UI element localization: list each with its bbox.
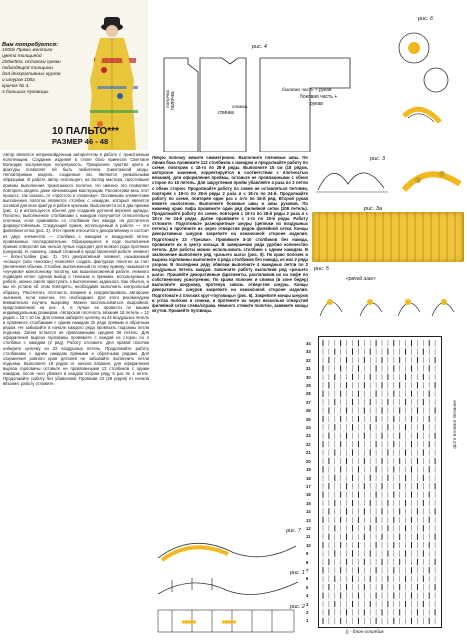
fig3-illustration <box>398 150 466 206</box>
chart-row-number: 12 <box>306 525 311 531</box>
bok-label: боковая часть + <box>300 94 338 100</box>
chart-row-number: 2 <box>306 610 309 615</box>
chart-row-number: 20 <box>306 458 311 464</box>
materials-line: 1000г Пряжи желтого <box>2 48 53 53</box>
polochka-text: полочка <box>166 90 171 108</box>
fig3-label: рис. 3 <box>370 156 385 162</box>
chart-row-number: 27 <box>306 399 311 405</box>
chart-row-number: 18 <box>306 475 311 481</box>
chart-row-number: 3 <box>306 601 309 607</box>
materials-list <box>2 48 76 96</box>
chart-row-number: 15 <box>306 500 311 506</box>
materials-line: 200м/50г, остатки пряжи <box>2 60 61 65</box>
crochet-chart <box>318 336 442 628</box>
pattern-figure <box>150 2 376 152</box>
chart-row-number: 29 <box>306 383 311 389</box>
chart-row-number: 17 <box>306 483 311 489</box>
intro-text-column: Автор является непревзойденным авторитетом в работе с трикотажным полотнищем. Создание изделий в стиле бохо принесли Светлане Волкодав заслуженную популярность. Прекрасное чувство цвета и фактуры позволяет ей быть любителем трикотажной моды. Неповторимые модели, созданные ею, являются уникальными образцами. В работе автор использует, на взгляд мастера, простейшие приемы выполнения трикотажного полотна. Но именно это позволяет повторить модель даже начинающим мастерицам. Рассмотрим весь этот процесс, так сказать, от «простого к сложному». Основными элементами выполнения полотна являются столбик с накидом, который является основой для всех фактур в работе крючком. Выполняется он в два приема (рис. 1) и используется обычно для создания деталей верхней одежды. Полотно, выполненное столбиками с накидом получается относительно плотным, если сравнивать со столбиком без накида, но достаточно формоустойчивым. Следующий прием, используемый в работе — это филейная сетка (рис. 2). Этот прием относится к декоративному и состоит из двух элементов — столбика с накидом и воздушной петли, провязанных последовательно. Образующиеся в ходе выполнения приема отверстия как нельзя лучше подходят для всякого рода протяжек (шнурков). И, наконец, самый сложный в представленной работе элемент — блок-столбик (рис. 3). Это декоративный элемент, называемый «кольцо» (или «кнопка») позволяет создать фактурное полотно за счет увеличения объема. Столбик, выполненный по этому приему, называется «кучумом» монотонному полотну, как вышеизложенной работе. Немного подведем итоги: сделав вывод о техниках и приемах, используемых в работе, можно смело приступать к выполнению заданного. Как обычно, и мы не устаем об этом повторять, необходимо выполнить контрольный образец. Рассчитать плотность вязания и скорректировать авторские значения, если конечно, это необходимо. Для этого рекомендуем внимательно изучить выкройку. Можно воспользоваться выкройкой, представленной на рис. 4, и лучше ее провести по вашим индивидуальным размерам. Авторская плотность вязания 18 петель = 12 рядов = 10 × 10 см. Для спинки наберите цепочку из 44 воздушных петель и провяжите столбиками с одним накидом 32 ряда прямым и обратным рядом. Не забывайте в начале каждого ряда провязать подъемы петли подъема. Затем остается не провязанными средние 36 петель. Для оформления выреза горловины провяжите с каждой из сторон по 4 столбика с накидом (2 ряд). Работу отложите. Для правой полочки наберите цепочку из 22 воздушных петель. Продолжайте работу столбиками с одним накидом прямыми и обратными рядами. Для сохранения ровного края деталей не забывайте выполнить петли подъема. Выполните 18 рядов от начала вязания, для оформления выреза горловины оставьте не провязанными 13 столбиков с одним накидом, после чего убавьте в каждом втором ряду 5 раз по 1 петле. Продолжайте работу без убавлений. Провязав 22 (28 рядов) от начала вязания, работу отложите. <box>3 152 149 387</box>
chart-row-number: 33 <box>306 349 311 355</box>
materials-block <box>2 42 76 96</box>
chart-row-number: 7 <box>306 567 309 573</box>
instructions-column: Левую полочку вяжите симметрично. Выполните плечевые швы. По линии бока провяжите 113 столбиков с накидом и продолжайте работу по схеме, повторив с 18-го по 28-й ряды. Выполните 15 см (18 рядов, авторское значение, корректируется в соответствии с плотностью вязания), для оформления проймы, оставьте не провязанными с обеих сторон по 15 петель. Для закругления пройм убавляйте 4 раза по 2 петли с обеих сторон. Продолжайте работу по схеме не оставляться петлями, повторяя с 18-го по 28-й ряды 2 раза и с 18-го по 24-й. Продолжайте работу по схеме, повторяя один раз с 4-го по 18-й ряд. Второй рукав вяжите аналогично. Выполните боковые швы и швы рукавов. По нижнему краю лифа провяжите один ряд филейной сетки (208 петель). Продолжайте работу по схеме, повторяя с 19-го по 28-й ряды 2 раза и с 18-го по 24-й ряды. Далее провяжите с 1-го по 18-й ряды. Работу отложите. Подготовьте разноцветные шнуры (цепочки из воздушных петель) и протяните их через отверстия рядов филейной сетки. Концы декоративных шнуров закрепите на изнаночной стороне изделия. Подготовьте 23 «Трешки». Провяжите 8-10 столбиков без накида, провяжите их в центр кольца. В завершении ряда удобно количество петель. Для работы можно использовать столбики с одним накидом. В заключение выполните ряд «рачьего шага» (рис. 5). По краю полочек и выреза горловины выполните 4 ряда столбиков без накида, из них 2 ряда узором. В последнем ряду обвязки выполните 4 накидных петли по 2 воздушных петель каждая. Закончите работу выполнив ряд «рачьего шага». Пришейте декоративные фрагменты, расположив их на лифе по собственному усмотрению. По краям полочек и спинки (в зоне бедер) выполните шнуровку, протянув сквозь отверстия шнуры. Концы декоративных шнуров закрепите на изнаночной стороне изделия. Подготовьте 4 плоских круг-«пуговицы» (рис. 6). Закрепите концы шнуров в углах полочек и спинки, и протяните их через несколько отверстий филейной сетки слева/справа. Немного стяните полотно, завяжите концы жгутов. Пришейте пуговицы. <box>152 155 308 313</box>
fig1-label: рис. 1 <box>290 570 305 576</box>
fig5-diagram <box>312 272 466 330</box>
chart-row-number: 34 <box>306 341 311 346</box>
fig2-diagram <box>152 604 302 638</box>
chart-row-number: 11 <box>306 534 311 540</box>
chart-row-number: 32 <box>306 357 311 363</box>
materials-line: для декоративных кругов <box>2 72 61 77</box>
spinka-label: спинка <box>218 110 234 116</box>
pattern-drawing <box>150 2 376 152</box>
fig6-label: рис. 6 <box>418 16 433 22</box>
chart-legend: || - блок-столбик <box>346 630 384 635</box>
fig7-diagram <box>152 528 302 568</box>
svg-text:рукав: рукав <box>310 101 323 107</box>
chart-row-number: 19 <box>306 467 311 473</box>
fig1-diagram <box>152 568 302 602</box>
chart-row-number: 5 <box>306 584 309 590</box>
spinka-text: спинка <box>232 105 248 110</box>
materials-line: 4 больших пуговицы. <box>2 90 50 95</box>
chart-row-number: 1 <box>306 618 309 624</box>
chart-row-number: 24 <box>306 425 311 431</box>
fig6-diagram <box>380 18 466 138</box>
chart-row-number: 6 <box>306 576 309 582</box>
chart-row-number: 30 <box>306 374 311 380</box>
chart-symbols <box>319 337 441 627</box>
chart-row-number: 14 <box>306 509 311 515</box>
chart-row-number: 25 <box>306 416 311 422</box>
chart-row-number: 28 <box>306 391 311 397</box>
chart-row-number: 22 <box>306 441 311 447</box>
title-block <box>52 126 148 146</box>
materials-heading: Вам потребуется: <box>2 42 58 48</box>
bok-text: боковая часть + рукав <box>282 88 332 93</box>
chart-row-number: 21 <box>306 450 311 456</box>
chart-row-number: 26 <box>306 408 311 414</box>
chart-row-number: 13 <box>306 517 311 523</box>
chart-row-numbers <box>306 340 318 626</box>
materials-line: и шнуров 100г, <box>2 78 36 83</box>
chart-row-number: 31 <box>306 366 311 372</box>
materials-line: подходящей толщины <box>2 66 54 71</box>
fig5-caption: «рачий шаг» <box>346 276 376 282</box>
polochka-label: полочка <box>170 91 176 110</box>
chart-row-number: 23 <box>306 433 311 439</box>
fig5-label: рис. 5 <box>314 266 329 272</box>
fig4-label: рис. 4 <box>252 44 267 50</box>
chart-row-number: 8 <box>306 559 309 565</box>
chart-row-number: 4 <box>306 593 309 599</box>
size-label: РАЗМЕР 46 - 48 <box>52 137 109 146</box>
side-tag: фото Блокнот Вязание <box>452 400 457 449</box>
fig2-label: рис. 2 <box>290 604 305 610</box>
chart-row-number: 10 <box>306 542 311 548</box>
fig3a-label: рис. 3а <box>364 206 383 212</box>
chart-row-number: 9 <box>306 551 309 557</box>
materials-line: крючок № 4, <box>2 84 30 89</box>
chart-row-number: 16 <box>306 492 311 498</box>
page-title: 10 ПАЛЬТО*** <box>52 126 119 137</box>
fig7-label: рис. 7 <box>286 528 301 534</box>
materials-line: цвета толщиной <box>2 54 42 59</box>
yarn-sample-photo <box>312 212 464 262</box>
